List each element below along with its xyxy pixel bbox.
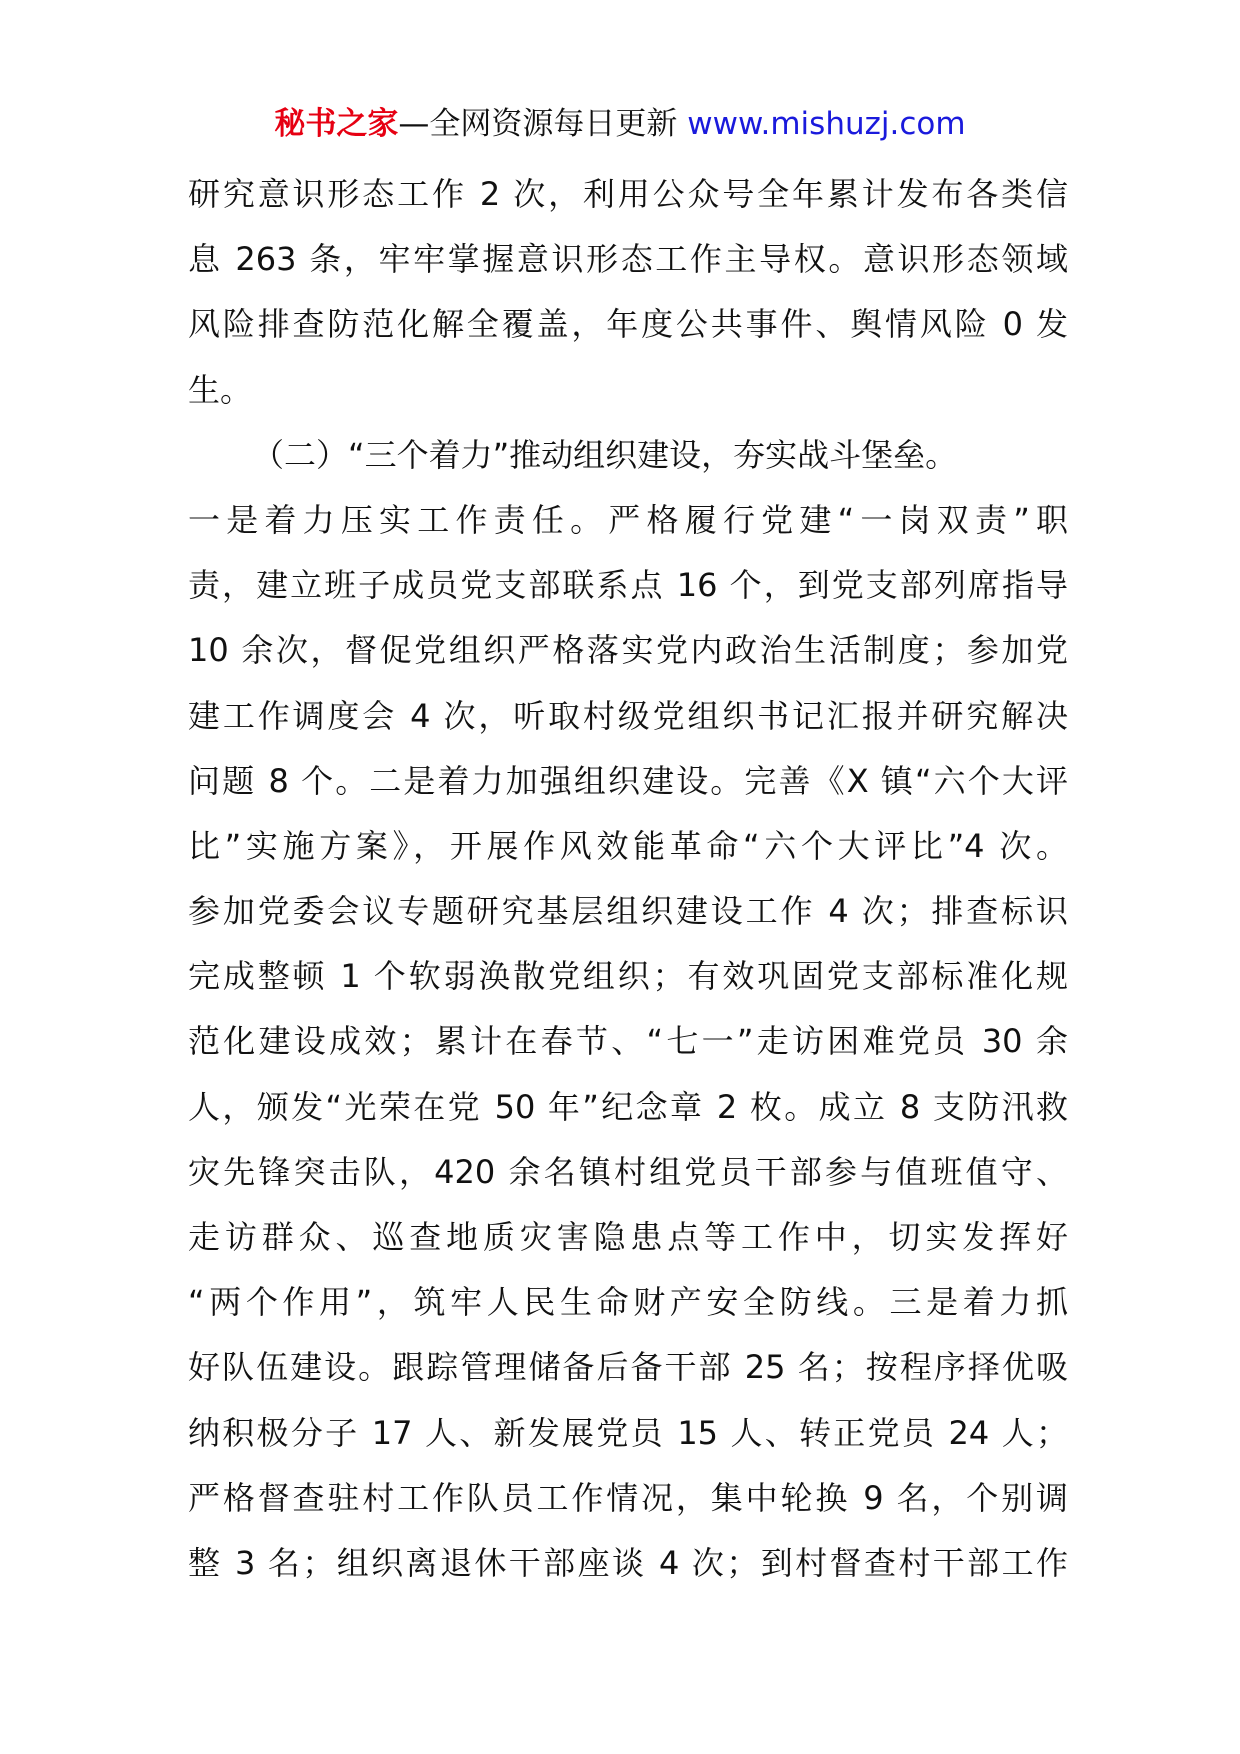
text-line: 生。: [188, 370, 253, 409]
text-line: 10 余次，督促党组织严格落实党内政治生活制度；参加党: [188, 631, 1068, 670]
text-line: 问题 8 个。二是着力加强组织建设。完善《X 镇“六个大评: [188, 761, 1068, 800]
text-line: 严格督查驻村工作队员工作情况，集中轮换 9 名，个别调: [188, 1478, 1068, 1517]
text-line: 完成整顿 1 个软弱涣散党组织；有效巩固党支部标准化规: [188, 957, 1068, 996]
text-line: 范化建设成效；累计在春节、“七一”走访困难党员 30 余: [188, 1022, 1068, 1061]
text-line: 建工作调度会 4 次，听取村级党组织书记汇报并研究解决: [188, 696, 1068, 735]
header-tagline: —全网资源每日更新: [398, 106, 678, 142]
text-line: 纳积极分子 17 人、新发展党员 15 人、转正党员 24 人；: [188, 1413, 1068, 1452]
site-url-link[interactable]: www.mishuzj.com: [687, 106, 966, 142]
text-line: 整 3 名；组织离退休干部座谈 4 次；到村督查村干部工作: [188, 1543, 1068, 1582]
text-line: 息 263 条，牢牢掌握意识形态工作主导权。意识形态领域: [188, 240, 1068, 279]
text-line: 一是着力压实工作责任。严格履行党建“一岗双责”职: [188, 500, 1068, 539]
brand-name: 秘书之家: [274, 106, 399, 142]
text-line: 研究意识形态工作 2 次，利用公众号全年累计发布各类信: [188, 175, 1068, 213]
document-body: [188, 162, 1068, 1596]
text-line: 参加党委会议专题研究基层组织建设工作 4 次；排查标识: [188, 892, 1068, 931]
text-line: 人，颁发“光荣在党 50 年”纪念章 2 枚。成立 8 支防汛救: [188, 1087, 1068, 1126]
text-line: 责，建立班子成员党支部联系点 16 个，到党支部列席指导: [188, 566, 1068, 605]
site-header: [0, 102, 1240, 146]
text-line: “两个作用”，筑牢人民生命财产安全防线。三是着力抓: [188, 1283, 1068, 1322]
section-heading: （二）“三个着力”推动组织建设，夯实战斗堡垒。: [252, 435, 958, 474]
text-line: 好队伍建设。跟踪管理储备后备干部 25 名；按程序择优吸: [188, 1348, 1068, 1387]
text-line: 走访群众、巡查地质灾害隐患点等工作中，切实发挥好: [188, 1218, 1068, 1256]
text-line: 比”实施方案》，开展作风效能革命“六个大评比”4 次。: [188, 826, 1068, 865]
text-line: 灾先锋突击队，420 余名镇村组党员干部参与值班值守、: [188, 1152, 1068, 1191]
text-line: 风险排查防范化解全覆盖，年度公共事件、舆情风险 0 发: [188, 305, 1068, 344]
